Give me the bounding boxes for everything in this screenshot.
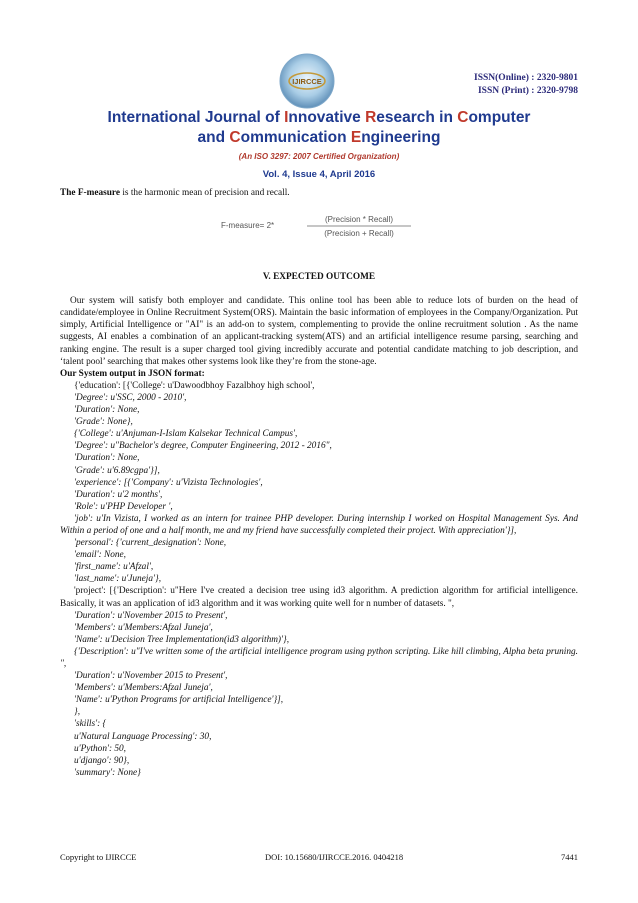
json-line: 'personal': {'current_designation': None, xyxy=(74,538,227,549)
json-line: 'Duration': u'2 months', xyxy=(74,489,163,500)
issn-block xyxy=(474,72,578,98)
f-measure-formula xyxy=(219,209,419,243)
json-line: 'Grade': None}, xyxy=(74,417,133,428)
title-fragment: and xyxy=(197,129,230,146)
outcome-paragraph: Our system will satisfy both employer and candidate. This online tool has been able to reduce lots of burden on the head of candidate/employee in Online Recruitment System(ORS). Maintain the basic information of employees in the Company/Organization. Put simply, Artificial Intelligence or "AI" is an add-on to system, complementing to provide the online recruitment solution . As the name suggests, AI enables a combination of an applicant-tracking system(ATS) and an artificial intelligence resume parsing, searching and ranking engine. The result is a super charged tool giving incredibly accurate and potential candidate matching to job description, and ‘talent pool’ searching that makes other systems look like they’re from the stone-age. xyxy=(60,296,578,367)
json-line: 'Duration': u'November 2015 to Present', xyxy=(74,610,228,621)
section-heading: V. EXPECTED OUTCOME xyxy=(262,272,376,283)
footer-doi: DOI: 10.15680/IJIRCCE.2016. 0404218 xyxy=(265,852,404,862)
intro-rest: is the harmonic mean of precision and recall. xyxy=(120,188,290,198)
json-line: {'College': u'Anjuman-I-Islam Kalsekar Technical Campus', xyxy=(74,429,298,440)
json-line: u'Natural Language Processing': 30, xyxy=(74,731,212,742)
json-line: 'first_name': u'Afzal', xyxy=(74,562,154,573)
json-line: 'experience': [{'Company': u'Vizista Technologies', xyxy=(74,477,263,488)
json-heading-text: Our System output in JSON format: xyxy=(60,368,205,379)
json-line: 'Degree': u'SSC, 2000 - 2010', xyxy=(74,392,187,403)
json-line: 'Members': u'Members:Afzal Juneja', xyxy=(74,622,213,633)
title-fragment: ommunication xyxy=(240,129,351,146)
json-line: 'Grade': u'6.89cgpa'}], xyxy=(74,465,160,476)
json-line: {'education': [{'College': u'Dawoodbhoy Fazalbhoy high school', xyxy=(74,380,315,391)
json-line: {'Description': u"I've written some of the artificial intelligence program using python scripting. Like hill climbing, Alpha beta pruning. ", xyxy=(60,646,578,669)
json-line: 'email': None, xyxy=(74,550,126,561)
title-fragment: omputer xyxy=(468,109,531,126)
footer-copyright: Copyright to IJIRCCE xyxy=(60,852,137,862)
title-fragment: I xyxy=(284,109,289,126)
journal-title-line1 xyxy=(0,108,638,128)
issn-online: ISSN(Online) : 2320-9801 xyxy=(474,73,578,83)
json-line: 'Duration': None, xyxy=(74,453,140,464)
title-fragment: E xyxy=(350,129,362,146)
logo-text: IJIRCCE xyxy=(292,77,322,86)
json-line: 'job': u'In Vizista, I worked as an intern for trainee PHP developer. During internship I worked on Hospital Management Sys. And Within a period of one and a half month, me and my friend have successfully completed their project. With appreciation'}], xyxy=(60,513,578,536)
title-fragment: C xyxy=(457,109,469,126)
json-heading xyxy=(60,368,578,380)
title-fragment: ngineering xyxy=(361,129,441,146)
journal-title xyxy=(0,108,638,148)
json-line: 'Name': u'Python Programs for artificial Intelligence'}], xyxy=(74,695,284,706)
json-line: 'Duration': u'November 2015 to Present', xyxy=(74,671,228,682)
json-line: 'Duration': None, xyxy=(74,405,140,416)
volume-issue: Vol. 4, Issue 4, April 2016 xyxy=(262,169,376,180)
json-output-block xyxy=(60,380,578,779)
iso-certification: (An ISO 3297: 2007 Certified Organization) xyxy=(238,152,400,161)
intro-sentence xyxy=(60,187,578,199)
json-line: 'Name': u'Decision Tree Implementation(id3 algorithm)'}, xyxy=(74,634,290,645)
json-line: }, xyxy=(74,707,81,718)
title-fragment: C xyxy=(229,129,241,146)
json-line: 'Degree': u"Bachelor's degree, Computer Engineering, 2012 - 2016", xyxy=(74,441,332,452)
formula-denominator: (Precision + Recall) xyxy=(324,229,394,239)
journal-title-line2 xyxy=(0,128,638,148)
title-fragment: esearch in xyxy=(376,109,458,126)
footer-page-number: 7441 xyxy=(561,852,578,862)
json-line: 'summary': None} xyxy=(74,767,141,778)
json-line: u'django': 90}, xyxy=(74,755,130,766)
json-line: u'Python': 50, xyxy=(74,743,126,754)
page-body xyxy=(60,187,578,779)
json-line: 'project': [{'Description': u"Here I've created a decision tree using id3 algorithm. A prediction algorithm for artificial intelligence. Basically, it was an application of id3 algorithm and it was working quite well for n number of datasets. ", xyxy=(60,586,578,609)
formula-lhs: F-measure= 2* xyxy=(221,221,275,231)
json-line: 'Role': u'PHP Developer ', xyxy=(74,501,173,512)
title-fragment: R xyxy=(365,109,377,126)
json-line: 'skills': { xyxy=(74,719,107,730)
issn-print: ISSN (Print) : 2320-9798 xyxy=(477,86,578,96)
title-fragment: International Journal of xyxy=(107,109,285,126)
journal-logo xyxy=(278,52,336,110)
json-line: 'last_name': u'Juneja'}, xyxy=(74,574,162,585)
intro-bold: The F-measure xyxy=(60,188,120,198)
formula-numerator: (Precision * Recall) xyxy=(324,215,394,225)
json-line: 'Members': u'Members:Afzal Juneja', xyxy=(74,683,213,694)
title-fragment: nnovative xyxy=(288,109,366,126)
